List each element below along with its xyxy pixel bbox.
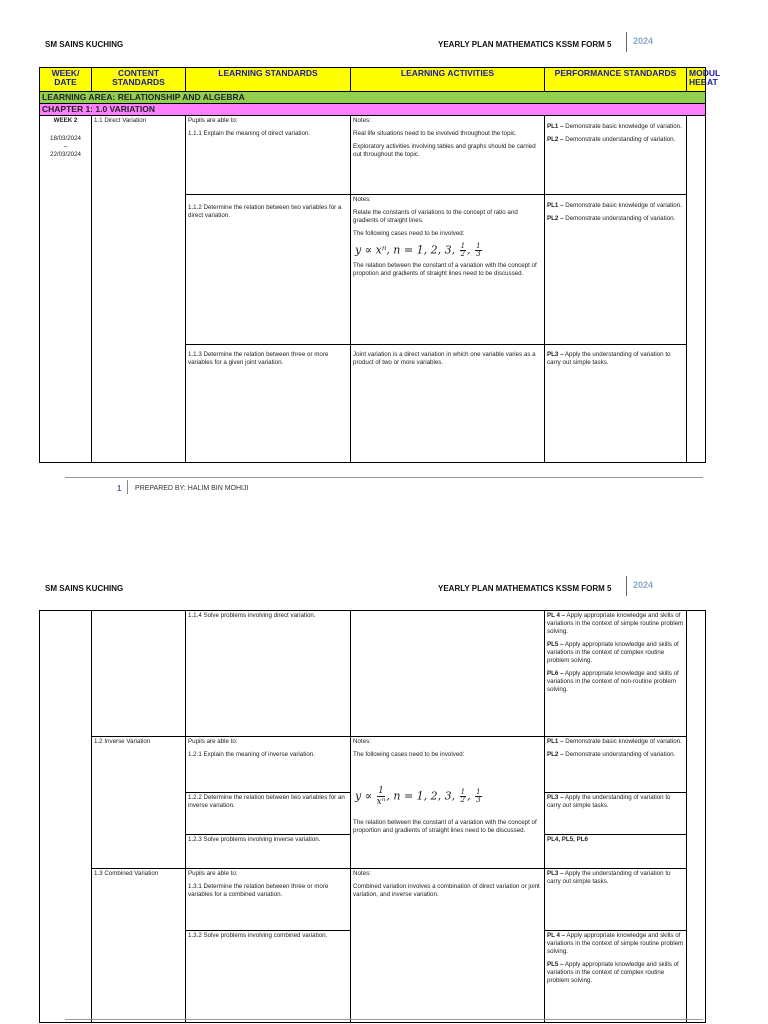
la-text: The relation between the constant of a variation with the concept of proportion and gradients of straight lines need to be discussed. (353, 819, 537, 834)
ps-item (547, 136, 684, 144)
learning-activity-cell (351, 869, 545, 1023)
fraction-one-over-xn: $\frac{1}{\text{xⁿ}}$ (376, 786, 386, 807)
learning-activity-cell (351, 611, 545, 737)
formula-rest: , n = 1, 2, 3, (386, 789, 456, 803)
ps-code: PL3 – (547, 794, 564, 801)
date-to: 22/03/2024 (50, 151, 81, 158)
header-content-standards: CONTENT STANDARDS (92, 68, 186, 92)
header-modul-hebat: MODUL HEBAT (687, 68, 706, 92)
fraction-third: $\frac{1}{3}$ (476, 788, 481, 804)
week-label: WEEK 2 (53, 117, 78, 124)
ps-text: Apply the understanding of variation to carry out simple tasks. (547, 870, 671, 885)
la-notes: Notes: (353, 870, 371, 877)
la-text: Exploratory activities involving tables and graphs should be carried out throughout the topic. (353, 143, 536, 158)
table-row (40, 611, 706, 737)
performance-standard-cell (545, 345, 687, 463)
ps-item (547, 794, 684, 810)
inverse-variation-formula: y ∝ $\frac{1}{\text{xⁿ}}$ , n = 1, 2, 3, $\frac{1}{2}$ , $\frac{1}{3}$ (355, 786, 481, 807)
performance-standard-cell (545, 737, 687, 793)
plan-title: YEARLY PLAN MATHEMATICS KSSM FORM 5 (438, 40, 612, 49)
ps-code: PL3 – (547, 870, 564, 877)
learning-standard-cell (186, 195, 351, 345)
ps-code: PL5 – (547, 641, 564, 648)
page-footer-1 (65, 477, 703, 493)
fraction-third: $\frac{1}{3}$ (476, 242, 481, 258)
header-week-date: WEEK/ DATE (40, 68, 92, 92)
direct-variation-formula: y ∝ xⁿ, n = 1, 2, 3, $\frac{1}{2}$ , $\frac{1}{3}$ (355, 242, 481, 258)
performance-standard-cell (545, 116, 687, 195)
ls-131: 1.3.1 Determine the relation between three or more variables for a combined variation. (188, 883, 329, 898)
learning-standard-cell (186, 835, 351, 869)
learning-standard-cell (186, 345, 351, 463)
chapter-row: CHAPTER 1: 1.0 VARIATION (40, 104, 706, 116)
ps-code: PL 4 – (547, 612, 566, 619)
ps-text: Apply the understanding of variation to carry out simple tasks. (547, 794, 671, 809)
page-footer-2 (65, 1019, 703, 1020)
ls-113: 1.1.3 Determine the relation between three or more variables for a given joint variation. (188, 351, 329, 366)
ps-text: Apply appropriate knowledge and skills of variations in the context of complex routine problem solving. (547, 641, 679, 664)
performance-standard-cell (545, 931, 687, 1023)
table-row (40, 869, 706, 931)
content-standard-cell (92, 611, 186, 737)
table-row (40, 116, 706, 195)
ps-item (547, 612, 684, 636)
learning-standard-cell (186, 931, 351, 1023)
ps-item (547, 351, 684, 367)
ps-text: Demonstrate understanding of variation. (563, 136, 676, 143)
modul-hebat-cell (687, 116, 706, 463)
learning-activity-cell (351, 116, 545, 195)
ps-code: PL3 – (547, 351, 564, 358)
ls-112: 1.1.2 Determine the relation between two variables for a direct variation. (188, 204, 342, 219)
table-header-row (40, 68, 706, 92)
performance-standard-cell (545, 835, 687, 869)
learning-standard-cell (186, 116, 351, 195)
ps-text: Apply appropriate knowledge and skills of variations in the context of simple routine problem solving. (547, 612, 684, 635)
ps-item (547, 738, 684, 746)
learning-standard-cell (186, 611, 351, 737)
ps-item (547, 751, 684, 759)
ls-121: 1.2.1 Explain the meaning of inverse variation. (188, 751, 315, 758)
ls-114: 1.1.4 Solve problems involving direct variation. (188, 612, 316, 619)
ls-132: 1.3.2 Solve problems involving combined variation. (188, 932, 328, 939)
content-standard-cell: 1.1 Direct Variation (92, 116, 186, 463)
header-performance-standards: PERFORMANCE STANDARDS (545, 68, 687, 92)
la-text: Joint variation is a direct variation in which one variable varies as a product of two or more variables. (353, 351, 536, 366)
la-text: Real life situations need to be involved throughout the topic. (353, 130, 517, 137)
ps-code: PL2 – (547, 215, 564, 222)
ps-code: PL2 – (547, 136, 564, 143)
ps-code: PL6 – (547, 670, 564, 677)
year-label: 2024 (633, 36, 654, 46)
ps-item (547, 932, 684, 956)
content-standard-cell: 1.3 Combined Variation (92, 869, 186, 1023)
ps-item (547, 641, 684, 665)
footer-divider (127, 480, 128, 494)
ls-intro: Pupils are able to: (188, 870, 238, 877)
fraction-half: $\frac{1}{2}$ (460, 788, 466, 804)
la-notes: Notes: (353, 738, 371, 745)
la-notes: Notes: (353, 196, 371, 203)
ps-text: Demonstrate understanding of variation. (563, 215, 676, 222)
ps-text: Demonstrate basic knowledge of variation. (563, 123, 682, 130)
week-date-cell (40, 116, 92, 463)
performance-standard-cell (545, 195, 687, 345)
header-learning-activities: LEARNING ACTIVITIES (351, 68, 545, 92)
learning-area-row: LEARNING AREA: RELATIONSHIP AND ALGEBRA (40, 92, 706, 104)
ps-item (547, 870, 684, 886)
ps-code: PL1 – (547, 738, 564, 745)
table-row (40, 737, 706, 793)
learning-standard-cell (186, 737, 351, 793)
performance-standard-cell (545, 793, 687, 835)
ps-code: PL2 – (547, 751, 564, 758)
la-notes: Notes: (353, 117, 371, 124)
ps-text: Demonstrate basic knowledge of variation. (563, 738, 682, 745)
formula-y: y ∝ (355, 789, 373, 803)
learning-activity-cell (351, 345, 545, 463)
ps-code: PL5 – (547, 961, 564, 968)
la-text: The following cases need to be involved: (353, 751, 465, 758)
ps-text: Demonstrate basic knowledge of variation. (563, 202, 682, 209)
week-date-cell (40, 611, 92, 1023)
performance-standard-cell (545, 611, 687, 737)
year-box (626, 576, 659, 596)
year-label: 2024 (633, 580, 654, 590)
plan-title: YEARLY PLAN MATHEMATICS KSSM FORM 5 (438, 584, 612, 593)
performance-standard-cell (545, 869, 687, 931)
ps-text: Apply the understanding of variation to carry out simple tasks. (547, 351, 671, 366)
formula-main: y ∝ xⁿ, n = 1, 2, 3, (355, 243, 456, 257)
learning-activity-cell (351, 195, 545, 345)
page-header-2 (0, 576, 768, 600)
content-standard-cell: 1.2 Inverse Variation (92, 737, 186, 869)
learning-standard-cell (186, 793, 351, 835)
fraction-half: $\frac{1}{2}$ (460, 242, 466, 258)
ps-text: Apply appropriate knowledge and skills of variations in the context of simple routine problem solving. (547, 932, 684, 955)
school-name: SM SAINS KUCHING (45, 584, 124, 593)
ps-123: PL4, PL5, PL6 (547, 836, 588, 843)
date-dash: – (63, 143, 68, 150)
la-text: Relate the constants of variations to the concept of ratio and gradients of straight lines. (353, 209, 518, 224)
yearly-plan-table-2 (39, 610, 706, 1023)
ps-code: PL1 – (547, 123, 564, 130)
ls-intro: Pupils are able to: (188, 117, 238, 124)
ps-item (547, 961, 684, 985)
ls-122: 1.2.2 Determine the relation between two variables for an inverse variation. (188, 794, 345, 809)
ps-item (547, 670, 684, 694)
ps-code: PL1 – (547, 202, 564, 209)
learning-activity-cell (351, 737, 545, 869)
ps-code: PL 4 – (547, 932, 566, 939)
ps-item (547, 202, 684, 210)
school-name: SM SAINS KUCHING (45, 40, 124, 49)
ps-item (547, 123, 684, 131)
header-learning-standards: LEARNING STANDARDS (186, 68, 351, 92)
ls-111: 1.1.1 Explain the meaning of direct variation. (188, 130, 311, 137)
modul-hebat-cell (687, 611, 706, 1023)
prepared-by: PREPARED BY: HALIM BIN MOHIJI (135, 485, 249, 492)
ps-item (547, 215, 684, 223)
ls-123: 1.2.3 Solve problems involving inverse variation. (188, 836, 321, 843)
page-header-1 (0, 32, 768, 56)
date-from: 18/03/2024 (50, 135, 81, 142)
yearly-plan-table-1 (39, 67, 721, 463)
ps-text: Apply appropriate knowledge and skills of variations in the context of complex routine problem solving. (547, 961, 679, 984)
ps-text: Apply appropriate knowledge and skills of variations in the context of non-routine problem solving. (547, 670, 679, 693)
page-number: 1 (117, 484, 122, 493)
la-text: Combined variation involves a combination of direct variation or joint variation, and inverse variation. (353, 883, 540, 898)
ls-intro: Pupils are able to: (188, 738, 238, 745)
ps-text: Demonstrate understanding of variation. (563, 751, 676, 758)
year-box (626, 32, 659, 52)
learning-standard-cell (186, 869, 351, 931)
la-text: The relation between the constant of a variation with the concept of propotion and gradients of straight lines need to be discussed. (353, 262, 537, 277)
la-text: The following cases need to be involved: (353, 230, 465, 237)
